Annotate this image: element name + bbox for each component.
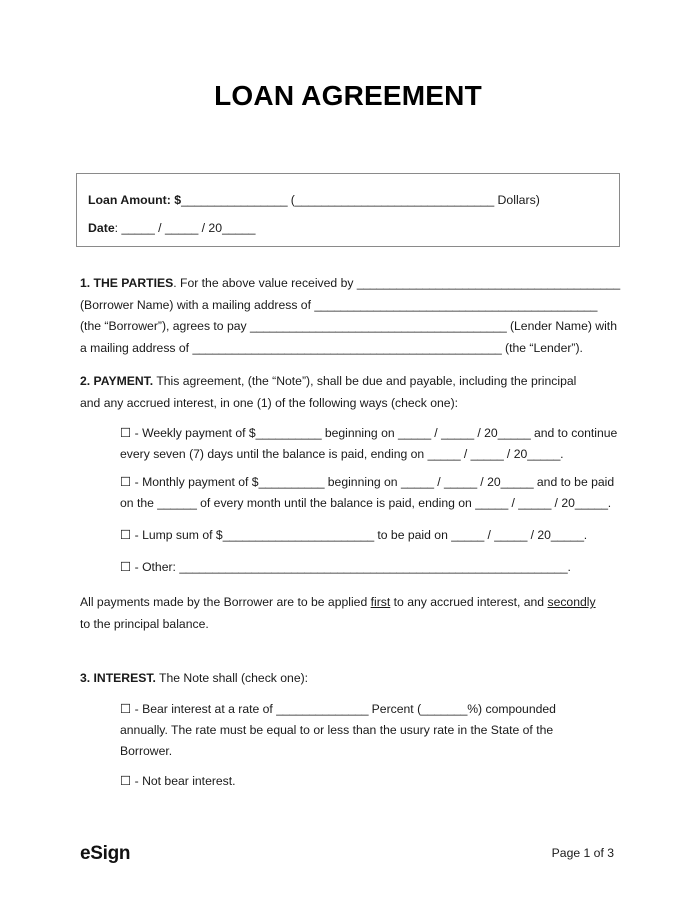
bear-interest-text-a: Bear interest at a rate of [142, 702, 277, 716]
loan-amount-words-open-paren: ( [290, 193, 295, 207]
bear-interest-text-c: %) compounded [467, 702, 556, 716]
lump-sum-sep-2: / 20 [527, 528, 551, 542]
not-bear-interest-line-1 [120, 770, 617, 793]
lump-sum-month-blank[interactable]: _____ [451, 528, 485, 542]
monthly-text-b: beginning on [324, 475, 401, 489]
monthly-start-year-blank[interactable]: _____ [500, 475, 534, 489]
parties-line-2 [80, 295, 617, 317]
payment-application-paragraph [80, 592, 617, 637]
monthly-text-a: Monthly payment of $ [142, 475, 259, 489]
monthly-start-day-blank[interactable]: _____ [444, 475, 477, 489]
lump-sum-sep-1: / [484, 528, 495, 542]
weekly-text-a: Weekly payment of $ [142, 426, 256, 440]
date-row [88, 221, 255, 235]
application-text-b: to any accrued interest, and [390, 595, 548, 609]
lump-sum-amount-input-blank[interactable]: _______________________ [222, 528, 374, 542]
date-month-input-blank[interactable]: _____ [121, 221, 155, 235]
checkbox-other-icon[interactable]: ☐ [120, 559, 132, 574]
date-separator-2: / 20 [201, 221, 223, 235]
date-colon: : [114, 221, 119, 235]
monthly-start-month-blank[interactable]: _____ [400, 475, 434, 489]
loan-amount-words-close: Dollars) [497, 193, 540, 207]
monthly-text-c: and to be paid [533, 475, 615, 489]
monthly-end-sep-1: / [508, 495, 519, 510]
parties-line3-suffix: (Lender Name) with [506, 319, 617, 333]
payment-intro-text-1: This agreement, (the “Note”), shall be due and payable, including the principal [153, 374, 577, 388]
section-the-parties [80, 273, 620, 363]
other-text-a: Other: [142, 560, 180, 574]
application-first-emphasis: first [370, 595, 391, 609]
borrower-address-input-blank[interactable]: ___________________________________________ [314, 297, 598, 312]
page-title: LOAN AGREEMENT [214, 80, 482, 111]
application-secondly-emphasis: secondly [547, 595, 596, 609]
bear-interest-line-2 [120, 720, 617, 742]
application-line-1 [80, 592, 617, 614]
parties-line3-text: (the “Borrower”), agrees to pay [80, 319, 251, 333]
bear-interest-text-line2: annually. The rate must be equal to or less than the usury rate in the State of the [120, 722, 554, 737]
monthly-end-month-blank[interactable]: _____ [475, 495, 509, 510]
interest-option-not-bear[interactable] [120, 770, 617, 794]
lender-address-input-blank[interactable]: _______________________________________________ [192, 340, 502, 355]
weekly-text-c: and to continue [530, 426, 618, 440]
interest-intro-line [80, 668, 617, 690]
monthly-line2-text-b: of every month until the balance is paid, ending on [196, 495, 476, 510]
checkbox-lump-sum-icon[interactable]: ☐ [120, 527, 132, 542]
page-number: Page 1 of 3 [551, 846, 614, 860]
lender-name-input-blank[interactable]: _______________________________________ [250, 319, 507, 333]
interest-rate-words-blank[interactable]: ______________ [276, 702, 369, 716]
lump-sum-dash: - [131, 528, 143, 542]
application-line-2 [80, 614, 617, 636]
section-1-heading: 1. THE PARTIES [80, 276, 174, 290]
bear-interest-dash: - [131, 702, 143, 716]
weekly-sep-1: / [430, 426, 442, 440]
parties-line-4 [80, 338, 617, 360]
payment-option-other[interactable] [120, 556, 617, 580]
date-label: Date [88, 221, 115, 235]
bear-interest-text-b: Percent ( [368, 702, 422, 716]
application-text-a: All payments made by the Borrower are to be applied [80, 595, 371, 609]
weekly-line-2 [120, 444, 617, 466]
weekly-end-sep-1: / [460, 446, 471, 461]
other-description-input-blank[interactable]: ___________________________________________________________ [179, 560, 568, 574]
interest-intro-text: The Note shall (check one): [155, 671, 309, 685]
checkbox-bear-interest-icon[interactable]: ☐ [120, 701, 132, 716]
monthly-end-day-blank[interactable]: _____ [518, 495, 552, 510]
section-2-heading: 2. PAYMENT. [80, 374, 154, 388]
parties-line-1 [80, 273, 620, 295]
monthly-amount-input-blank[interactable]: __________ [258, 475, 325, 489]
lump-sum-text-b: to be paid on [373, 528, 452, 542]
monthly-period: . [607, 495, 612, 510]
lump-sum-line-1 [120, 524, 617, 547]
parties-line-3 [80, 316, 617, 338]
not-bear-interest-dash: - [131, 774, 143, 788]
payment-option-monthly[interactable] [120, 471, 617, 516]
payment-intro-text-2: and any accrued interest, in one (1) of the following ways (check one): [80, 395, 459, 410]
parties-line4-suffix: (the “Lender”). [501, 340, 583, 355]
loan-amount-input-blank[interactable]: ________________ [181, 193, 288, 207]
weekly-line2-text: every seven (7) days until the balance is paid, ending on [120, 446, 428, 461]
loan-amount-label: Loan Amount: [88, 193, 171, 207]
not-bear-interest-text: Not bear interest. [142, 774, 236, 788]
application-text-c: to the principal balance. [80, 616, 209, 631]
weekly-text-b: beginning on [321, 426, 399, 440]
parties-line2-text: (Borrower Name) with a mailing address of [80, 297, 315, 312]
interest-option-bear[interactable] [120, 698, 617, 766]
payment-option-weekly[interactable] [120, 422, 617, 467]
lump-sum-day-blank[interactable]: _____ [494, 528, 528, 542]
loan-amount-words-input-blank[interactable]: ______________________________ [294, 193, 495, 207]
weekly-end-day-blank[interactable]: _____ [470, 446, 504, 461]
monthly-day-of-month-blank[interactable]: ______ [157, 495, 197, 510]
checkbox-monthly-icon[interactable]: ☐ [120, 474, 132, 489]
date-day-input-blank[interactable]: _____ [164, 221, 199, 235]
esign-logo: eSign [80, 843, 131, 864]
other-period: . [567, 560, 571, 574]
interest-rate-number-blank[interactable]: _______ [421, 702, 468, 716]
weekly-start-day-blank[interactable]: _____ [441, 426, 474, 440]
date-year-input-blank[interactable]: _____ [222, 221, 256, 235]
parties-line4-text: a mailing address of [80, 340, 193, 355]
bear-interest-line-3 [120, 741, 617, 763]
monthly-end-year-blank[interactable]: _____ [574, 495, 608, 510]
borrower-name-input-blank[interactable]: ________________________________________ [356, 276, 620, 290]
loan-summary-box [76, 173, 620, 247]
section-interest-intro [80, 668, 617, 692]
monthly-line2-text-a: on the [120, 495, 158, 510]
lump-sum-period: . [583, 528, 588, 542]
bear-interest-text-line3: Borrower. [120, 744, 173, 758]
lump-sum-text-a: Lump sum of $ [142, 528, 223, 542]
monthly-dash: - [131, 475, 143, 489]
payment-intro-line-1 [80, 371, 617, 393]
lump-sum-year-blank[interactable]: _____ [550, 528, 584, 542]
payment-option-lump-sum[interactable] [120, 524, 617, 548]
weekly-end-month-blank[interactable]: _____ [427, 446, 461, 461]
bear-interest-line-1 [120, 698, 617, 721]
weekly-end-sep-2: / 20 [503, 446, 528, 461]
loan-amount-currency: $ [174, 193, 182, 207]
payment-intro-line-2 [80, 393, 617, 415]
checkbox-not-bear-interest-icon[interactable]: ☐ [120, 773, 132, 788]
weekly-dash: - [131, 426, 143, 440]
weekly-start-year-blank[interactable]: _____ [497, 426, 531, 440]
weekly-amount-input-blank[interactable]: __________ [255, 426, 322, 440]
monthly-end-sep-2: / 20 [551, 495, 575, 510]
parties-line1-text: . For the above value received by [173, 276, 357, 290]
monthly-sep-2: / 20 [476, 475, 501, 489]
loan-amount-row [88, 193, 540, 207]
section-payment-intro [80, 371, 617, 416]
other-line-1 [120, 556, 617, 579]
weekly-end-year-blank[interactable]: _____ [527, 446, 561, 461]
checkbox-weekly-icon[interactable]: ☐ [120, 425, 132, 440]
weekly-sep-2: / 20 [473, 426, 498, 440]
weekly-start-month-blank[interactable]: _____ [398, 426, 431, 440]
date-separator-1: / [158, 221, 162, 235]
other-dash: - [131, 560, 143, 574]
weekly-period: . [560, 446, 564, 461]
weekly-line-1 [120, 422, 617, 445]
section-3-heading: 3. INTEREST. [80, 671, 156, 685]
monthly-line-1 [120, 471, 617, 494]
monthly-sep-1: / [433, 475, 445, 489]
monthly-line-2 [120, 493, 617, 515]
